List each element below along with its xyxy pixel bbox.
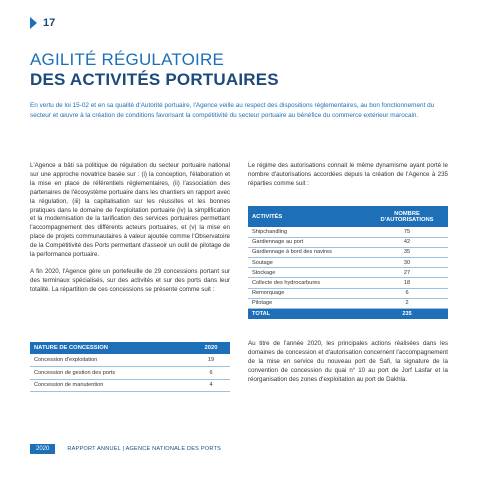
table-row bbox=[248, 247, 448, 257]
page-number-block bbox=[30, 17, 55, 29]
row-value: 18 bbox=[366, 278, 448, 288]
row-label: Soutage bbox=[248, 258, 366, 268]
row-value: 30 bbox=[366, 258, 448, 268]
table-row bbox=[248, 258, 448, 268]
column-header-year: 2020 bbox=[192, 342, 230, 354]
row-label: Remorquage bbox=[248, 288, 366, 298]
footer-text: RAPPORT ANNUEL | AGENCE NATIONALE DES PORTS bbox=[67, 446, 222, 452]
row-label: Concession d'exploitation bbox=[30, 354, 192, 367]
table-header-row bbox=[30, 342, 230, 354]
row-value: 2 bbox=[366, 298, 448, 308]
triangle-marker-icon bbox=[30, 17, 37, 29]
row-label: Pilotage bbox=[248, 298, 366, 308]
row-label: Concession de gestion des ports bbox=[30, 367, 192, 380]
row-label: Gardiennage au port bbox=[248, 237, 366, 247]
page-number: 17 bbox=[43, 17, 56, 29]
table-row bbox=[30, 379, 230, 392]
right-column-outro bbox=[248, 340, 448, 385]
intro-paragraph: En vertu de loi 15-02 et en sa qualité d'Autorité portuaire, l'Agence veille au respect des dispositions réglementaires, au bon fonctionnement du secteur et œuvre à la création de conditions favorisant la compétitivité du secteur portuaire au bénéfice du commerce extérieur marocain. bbox=[30, 102, 435, 119]
footer-year-badge: 2020 bbox=[30, 444, 55, 454]
right-column-intro bbox=[248, 162, 448, 189]
left-paragraph-2: A fin 2020, l'Agence gère un portefeuille de 29 concessions portant sur des terminaux spécialisés, sur des activités et sur des ports dans leur totalité. La répartition de ces concessions se présente comme suit : bbox=[30, 267, 230, 293]
left-column bbox=[30, 162, 230, 295]
table-row bbox=[30, 354, 230, 367]
column-header-activities: ACTIVITÉS bbox=[248, 206, 366, 227]
table-row bbox=[248, 268, 448, 278]
row-label: Stockage bbox=[248, 268, 366, 278]
table-row bbox=[248, 227, 448, 237]
right-paragraph-2: Au titre de l'année 2020, les principales actions réalisées dans les domaines de concession et d'autorisation concernent l'accompagnement de la mise en service du nouveau port de Safi, la signature de la convention de concession du quai n° 10 au port de Jorf Lasfar et la réorganisation des zones d'exploitation au port de Dakhla. bbox=[248, 340, 448, 383]
table-total-row bbox=[248, 309, 448, 319]
row-value: 75 bbox=[366, 227, 448, 237]
row-label: Concession de manutention bbox=[30, 379, 192, 392]
row-value: 35 bbox=[366, 247, 448, 257]
row-value: 4 bbox=[192, 379, 230, 392]
row-label: Collecte des hydrocarbures bbox=[248, 278, 366, 288]
row-value: 6 bbox=[366, 288, 448, 298]
table-row bbox=[30, 367, 230, 380]
table-row bbox=[248, 278, 448, 288]
row-value: 27 bbox=[366, 268, 448, 278]
title-line-2: DES ACTIVITÉS PORTUAIRES bbox=[30, 70, 279, 89]
table-row bbox=[248, 288, 448, 298]
page-footer bbox=[30, 444, 221, 454]
table-row bbox=[248, 298, 448, 308]
title-line-1: AGILITÉ RÉGULATOIRE bbox=[30, 50, 224, 69]
column-header-count-line2: D'AUTORISATIONS bbox=[380, 216, 434, 223]
column-header-count bbox=[366, 206, 448, 227]
authorizations-table bbox=[248, 206, 448, 319]
row-value: 42 bbox=[366, 237, 448, 247]
column-header-nature: NATURE DE CONCESSION bbox=[30, 342, 192, 354]
table-row bbox=[248, 237, 448, 247]
row-value: 19 bbox=[192, 354, 230, 367]
row-label: Gardiennage à bord des navires bbox=[248, 247, 366, 257]
total-label: TOTAL bbox=[248, 309, 366, 319]
right-paragraph-1: Le régime des autorisations connait le même dynamisme ayant porté le nombre d'autorisations accordées depuis la création de l'Agence à 235 réparties comme suit : bbox=[248, 162, 448, 187]
row-label: Shipchandling bbox=[248, 227, 366, 237]
column-header-count-line1: NOMBRE bbox=[394, 210, 420, 217]
concessions-table bbox=[30, 342, 230, 392]
table-header-row bbox=[248, 206, 448, 227]
left-paragraph-1: L'Agence a bâti sa politique de régulation du secteur portuaire national sur une approche novatrice basée sur : (i) la conception, l'élaboration et la mise en place de référentiels réglementaires, (ii) l'association des partenaires de l'écosystème portuaire dans les chantiers en rapport avec la régulation, (iii) la capitalisation sur les réussites et les bonnes pratiques dans le domaine de l'exploitation portuaire (iv) la simplification et la modernisation de la tarification des services portuaires permettant l'accompagnement des différents acteurs portuaires, et (v) la mise en place de projets communautaires à valeur ajoutée comme l'Observatoire de la Compétitivité des Ports permettant d'asseoir un outil de pilotage de la performance portuaire. bbox=[30, 162, 230, 259]
row-value: 6 bbox=[192, 367, 230, 380]
total-value: 235 bbox=[366, 309, 448, 319]
